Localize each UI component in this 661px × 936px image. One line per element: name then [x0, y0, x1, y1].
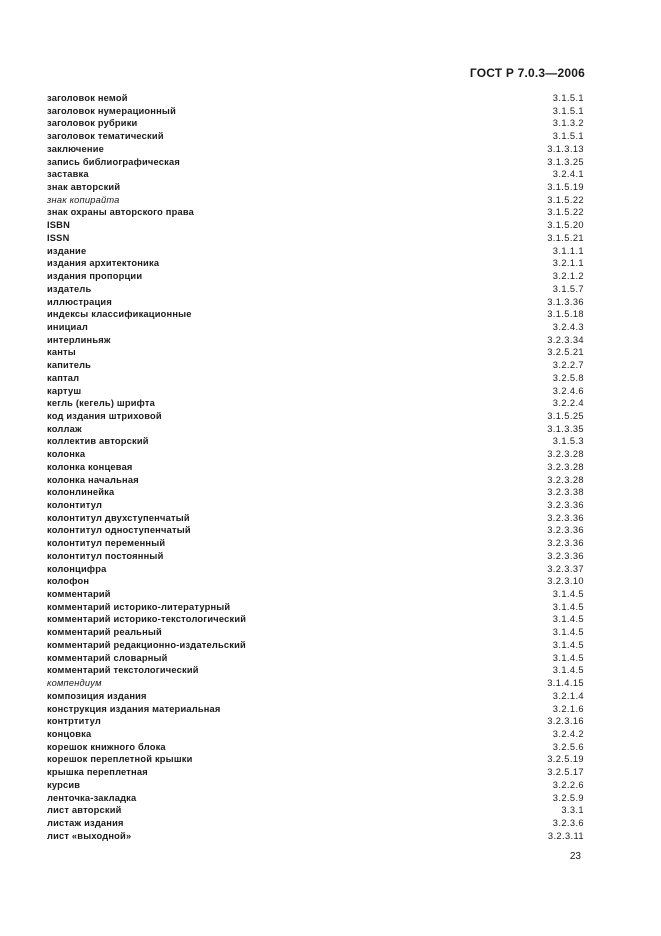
index-reference: 3.1.4.5 [552, 627, 584, 638]
index-term: ISBN [47, 220, 71, 231]
index-entry [47, 143, 584, 156]
index-entry [47, 435, 584, 448]
index-entry [47, 639, 584, 652]
index-term: листаж издания [47, 817, 124, 828]
index-term: коллектив авторский [47, 436, 149, 447]
index-reference: 3.2.3.36 [547, 512, 584, 523]
index-entry [47, 690, 584, 703]
index-entry [47, 410, 584, 423]
index-term: ISSN [47, 232, 70, 243]
index-entry [47, 486, 584, 499]
index-entry [47, 296, 584, 309]
index-reference: 3.1.4.5 [552, 665, 584, 676]
index-term: заголовок тематический [47, 131, 164, 142]
index-reference: 3.1.3.36 [547, 296, 584, 307]
index-reference: 3.1.4.5 [552, 652, 584, 663]
index-term: иллюстрация [47, 296, 112, 307]
index-term: курсив [47, 779, 81, 790]
index-term: концовка [47, 728, 92, 739]
index-term: композиция издания [47, 690, 147, 701]
index-term: колонтитул переменный [47, 538, 166, 549]
index-entry [47, 105, 584, 118]
index-reference: 3.1.4.5 [552, 614, 584, 625]
index-reference: 3.2.3.37 [547, 563, 584, 574]
index-reference: 3.2.3.10 [547, 576, 584, 587]
index-entry [47, 524, 584, 537]
index-term: заставка [47, 169, 89, 180]
index-reference: 3.2.1.6 [552, 703, 584, 714]
index-term: знак авторский [47, 182, 121, 193]
index-reference: 3.1.4.5 [552, 601, 584, 612]
index-reference: 3.1.5.22 [547, 194, 584, 205]
index-entry [47, 537, 584, 550]
index-entry [47, 385, 584, 398]
index-entry [47, 359, 584, 372]
index-term: колонтитул постоянный [47, 550, 164, 561]
index-entry [47, 474, 584, 487]
index-reference: 3.2.1.2 [552, 271, 584, 282]
index-entry [47, 194, 584, 207]
index-term: заголовок рубрики [47, 118, 138, 129]
index-term: комментарий историко-текстологический [47, 614, 247, 625]
index-term: ленточка-закладка [47, 792, 137, 803]
index-entry [47, 92, 584, 105]
index-reference: 3.2.5.8 [552, 372, 584, 383]
index-entry [47, 257, 584, 270]
index-entry [47, 423, 584, 436]
index-entry [47, 613, 584, 626]
index-reference: 3.2.4.2 [552, 728, 584, 739]
index-term: индексы классификационные [47, 309, 192, 320]
index-term: картуш [47, 385, 82, 396]
index-term: колонка [47, 449, 86, 460]
index-entry [47, 156, 584, 169]
index-entry [47, 168, 584, 181]
index-entry [47, 830, 584, 843]
index-reference: 3.2.3.34 [547, 334, 584, 345]
index-reference: 3.1.5.3 [552, 436, 584, 447]
index-reference: 3.1.5.22 [547, 207, 584, 218]
index-term: конструкция издания материальная [47, 703, 221, 714]
index-term: заголовок немой [47, 93, 128, 103]
index-term: издания архитектоника [47, 258, 160, 269]
index-reference: 3.2.3.28 [547, 474, 584, 485]
index-reference: 3.2.1.1 [552, 258, 584, 269]
page-number: 23 [569, 851, 581, 862]
index-entry [47, 499, 584, 512]
index-reference: 3.2.3.6 [552, 817, 584, 828]
index-term: комментарий историко-литературный [47, 601, 231, 612]
index-entry [47, 753, 584, 766]
index-reference: 3.2.5.17 [547, 767, 584, 778]
index-entry [47, 334, 584, 347]
index-term: интерлиньяж [47, 334, 111, 345]
index-term: контртитул [47, 716, 101, 727]
document-header [300, 66, 585, 80]
index-reference: 3.2.4.1 [552, 169, 584, 180]
page-footer [570, 851, 581, 862]
index-entry [47, 372, 584, 385]
index-term: комментарий [47, 589, 111, 600]
index-term: заключение [47, 143, 104, 154]
index-entry [47, 181, 584, 194]
index-term: комментарий реальный [47, 627, 162, 638]
index-entry [47, 321, 584, 334]
index-entry [47, 677, 584, 690]
index-term: код издания штриховой [47, 410, 162, 421]
index-entry [47, 626, 584, 639]
index-term: кегль (кегель) шрифта [47, 398, 156, 409]
index-reference: 3.2.1.4 [552, 690, 584, 701]
index-reference: 3.2.3.38 [547, 487, 584, 498]
index-term: знак копирайта [47, 194, 120, 205]
index-entry [47, 664, 584, 677]
index-reference: 3.2.4.3 [552, 321, 584, 332]
index-reference: 3.2.3.36 [547, 500, 584, 510]
index-reference: 3.1.1.1 [552, 245, 584, 256]
index-reference: 3.1.5.20 [547, 220, 584, 231]
index-entry [47, 448, 584, 461]
index-term: корешок переплетной крышки [47, 754, 193, 765]
index-term: запись библиографическая [47, 156, 180, 167]
index-reference: 3.2.4.6 [552, 385, 584, 396]
index-reference: 3.2.3.36 [547, 538, 584, 549]
index-entry [47, 792, 584, 805]
index-term: знак охраны авторского права [47, 207, 195, 218]
index-entry [47, 245, 584, 258]
index-reference: 3.2.3.11 [547, 830, 584, 841]
index-entry [47, 779, 584, 792]
index-term: компендиум [47, 678, 102, 689]
index-entry [47, 703, 584, 716]
index-reference: 3.1.5.18 [547, 309, 584, 320]
index-reference: 3.2.3.36 [547, 550, 584, 561]
index-entry [47, 766, 584, 779]
index-term: лист авторский [47, 805, 122, 816]
index-reference: 3.1.3.13 [547, 143, 584, 154]
index-reference: 3.1.3.2 [552, 118, 584, 129]
index-term: канты [47, 347, 76, 358]
index-reference: 3.1.5.25 [547, 410, 584, 421]
index-entry [47, 652, 584, 665]
index-reference: 3.2.3.16 [547, 716, 584, 727]
index-reference: 3.2.5.6 [552, 741, 584, 752]
index-reference: 3.1.3.25 [547, 156, 584, 167]
index-reference: 3.1.4.5 [552, 639, 584, 650]
term-index-list [47, 92, 584, 842]
index-entry [47, 283, 584, 296]
index-reference: 3.1.3.35 [547, 423, 584, 434]
index-reference: 3.2.2.7 [552, 360, 584, 371]
index-term: коллаж [47, 423, 82, 434]
index-term: заголовок нумерационный [47, 105, 176, 116]
index-entry [47, 715, 584, 728]
index-term: колонтитул [47, 500, 103, 510]
index-term: издание [47, 245, 87, 256]
index-reference: 3.2.3.36 [547, 525, 584, 536]
index-entry [47, 804, 584, 817]
index-entry [47, 563, 584, 576]
standard-designation: ГОСТ Р 7.0.3—2006 [469, 66, 585, 80]
index-term: колонка начальная [47, 474, 139, 485]
index-term: лист «выходной» [47, 830, 132, 841]
index-entry [47, 741, 584, 754]
index-reference: 3.1.5.1 [552, 93, 584, 103]
index-entry [47, 588, 584, 601]
index-term: колонтитул одноступенчатый [47, 525, 191, 536]
index-entry [47, 346, 584, 359]
index-term: крышка переплетная [47, 767, 148, 778]
index-entry [47, 232, 584, 245]
index-reference: 3.2.5.19 [547, 754, 584, 765]
index-term: комментарий словарный [47, 652, 168, 663]
index-reference: 3.1.4.5 [552, 589, 584, 600]
index-entry [47, 550, 584, 563]
index-entry [47, 817, 584, 830]
index-term: каптал [47, 372, 80, 383]
index-term: корешок книжного блока [47, 741, 166, 752]
index-entry [47, 728, 584, 741]
index-term: капитель [47, 360, 92, 371]
index-entry [47, 117, 584, 130]
index-term: издатель [47, 283, 92, 294]
index-reference: 3.1.4.15 [547, 678, 584, 689]
index-term: комментарий текстологический [47, 665, 199, 676]
index-entry [47, 219, 584, 232]
index-term: колофон [47, 576, 90, 587]
index-term: инициал [47, 321, 88, 332]
index-reference: 3.2.2.6 [552, 779, 584, 790]
index-reference: 3.1.5.21 [547, 232, 584, 243]
index-reference: 3.2.3.28 [547, 449, 584, 460]
index-term: колонтитул двухступенчатый [47, 512, 190, 523]
index-entry [47, 206, 584, 219]
index-entry [47, 461, 584, 474]
index-reference: 3.2.3.28 [547, 461, 584, 472]
index-reference: 3.1.5.7 [552, 283, 584, 294]
index-entry [47, 575, 584, 588]
index-reference: 3.1.5.1 [552, 105, 584, 116]
index-entry [47, 270, 584, 283]
index-term: колонцифра [47, 563, 107, 574]
index-reference: 3.2.2.4 [552, 398, 584, 409]
index-reference: 3.2.5.9 [552, 792, 584, 803]
index-term: комментарий редакционно-издательский [47, 639, 246, 650]
index-entry [47, 601, 584, 614]
index-reference: 3.1.5.1 [552, 131, 584, 142]
index-entry [47, 308, 584, 321]
index-entry [47, 397, 584, 410]
index-reference: 3.1.5.19 [547, 182, 584, 193]
index-term: издания пропорции [47, 271, 143, 282]
index-term: колонка концевая [47, 461, 133, 472]
index-entry [47, 130, 584, 143]
index-term: колонлинейка [47, 487, 115, 498]
index-reference: 3.2.5.21 [547, 347, 584, 358]
index-entry [47, 512, 584, 525]
index-reference: 3.3.1 [561, 805, 584, 816]
